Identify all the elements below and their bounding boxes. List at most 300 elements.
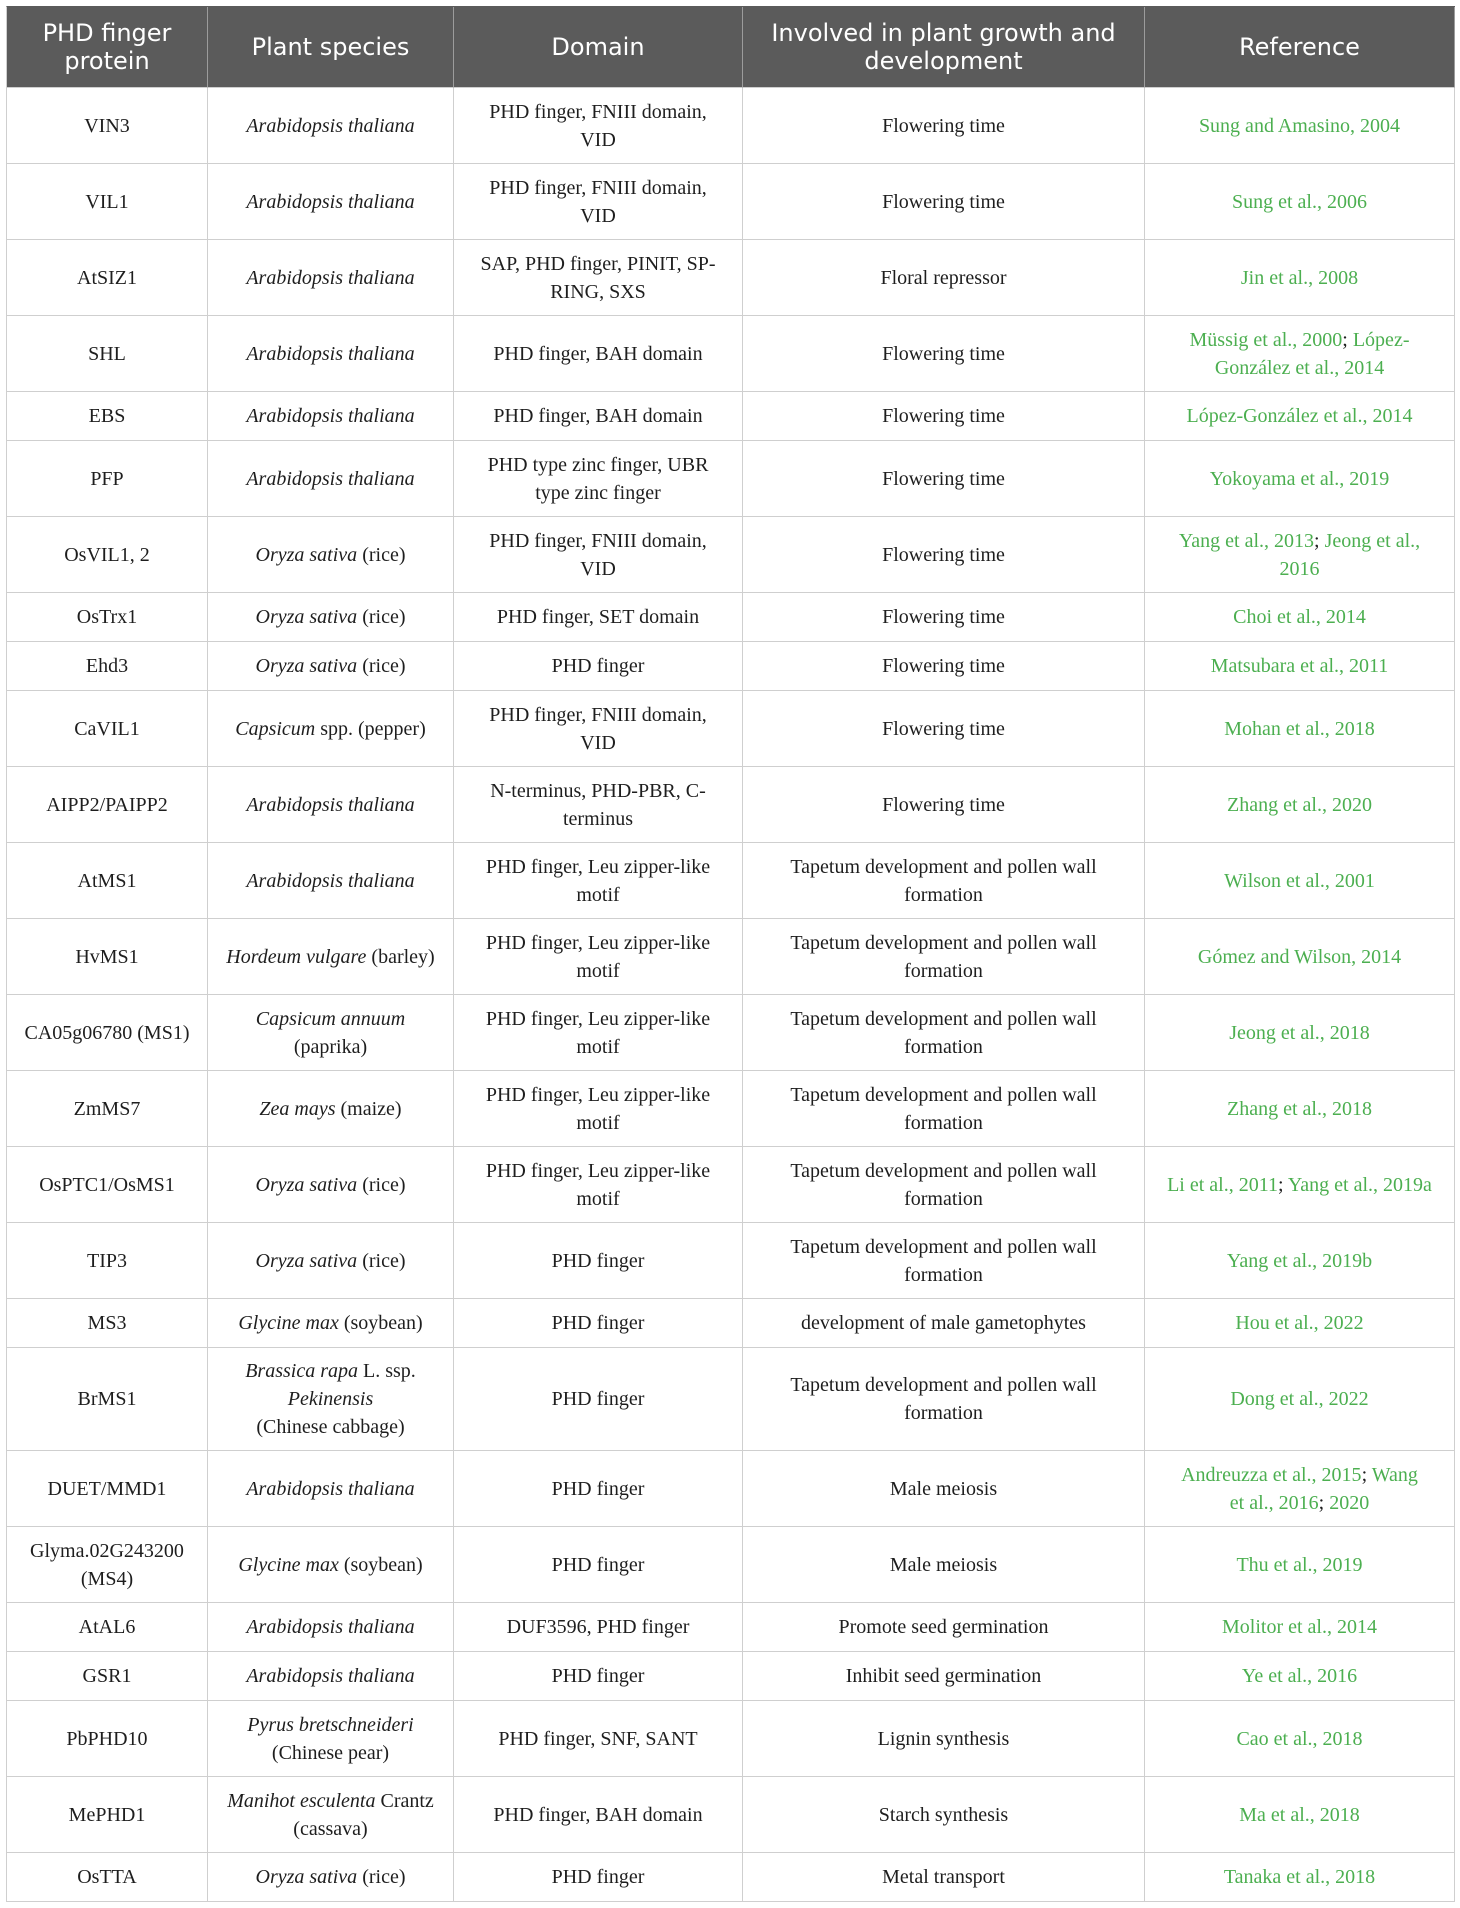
cell-reference bbox=[1145, 1603, 1455, 1652]
function-text: Flowering time bbox=[882, 342, 1005, 365]
reference-link[interactable]: Mohan et al., 2018 bbox=[1224, 717, 1375, 740]
protein-name: EBS bbox=[88, 405, 126, 427]
table-row bbox=[7, 642, 1455, 691]
domain-text: PHD finger, FNIII domain, VID bbox=[489, 703, 707, 754]
species-text bbox=[218, 1005, 443, 1061]
reference-link[interactable]: Sung and Amasino, 2004 bbox=[1198, 114, 1401, 137]
function-text: Metal transport bbox=[882, 1866, 1005, 1888]
species-common-name: (soybean) bbox=[338, 1312, 423, 1334]
species-scientific-name: Arabidopsis thaliana bbox=[246, 793, 415, 816]
cell-role bbox=[743, 316, 1145, 392]
cell-protein bbox=[7, 767, 208, 843]
cell-reference bbox=[1145, 691, 1455, 767]
cell-domain bbox=[454, 995, 743, 1071]
species-text bbox=[218, 1095, 443, 1123]
reference-separator: ; bbox=[1361, 1463, 1372, 1486]
cell-protein bbox=[7, 1451, 208, 1527]
cell-role bbox=[743, 1451, 1145, 1527]
reference-link[interactable]: 2020 bbox=[1329, 1491, 1370, 1514]
cell-domain bbox=[454, 642, 743, 691]
protein-name: MePHD1 bbox=[68, 1803, 146, 1826]
reference-text bbox=[1155, 465, 1444, 493]
cell-protein bbox=[7, 88, 208, 164]
species-scientific-name: Arabidopsis thaliana bbox=[246, 266, 415, 289]
cell-domain bbox=[454, 691, 743, 767]
species-scientific-name: Arabidopsis thaliana bbox=[246, 869, 415, 892]
reference-link[interactable]: Thu et al., 2019 bbox=[1236, 1553, 1363, 1576]
function-text: Tapetum development and pollen wall formation bbox=[790, 855, 1097, 906]
column-header-role bbox=[743, 7, 1145, 88]
reference-link[interactable]: Gómez and Wilson, 2014 bbox=[1197, 945, 1402, 968]
cell-domain bbox=[454, 1223, 743, 1299]
species-text bbox=[218, 1863, 443, 1891]
reference-text bbox=[1155, 867, 1444, 895]
table-row bbox=[7, 1451, 1455, 1527]
domain-text: PHD finger, BAH domain bbox=[493, 342, 703, 365]
table-row bbox=[7, 517, 1455, 593]
cell-species bbox=[208, 392, 454, 441]
species-text bbox=[218, 1787, 443, 1843]
cell-role bbox=[743, 1603, 1145, 1652]
function-text: Tapetum development and pollen wall formation bbox=[790, 1083, 1097, 1134]
cell-domain bbox=[454, 1701, 743, 1777]
cell-species bbox=[208, 88, 454, 164]
domain-text: PHD finger, Leu zipper-like motif bbox=[485, 1007, 711, 1058]
species-common-name: (soybean) bbox=[338, 1553, 423, 1576]
species-scientific-name: Capsicum annuum bbox=[255, 1007, 406, 1030]
species-text bbox=[218, 1551, 443, 1579]
cell-role bbox=[743, 1652, 1145, 1701]
reference-link[interactable]: Hou et al., 2022 bbox=[1235, 1312, 1364, 1334]
protein-name: DUET/MMD1 bbox=[47, 1477, 167, 1500]
species-scientific-name: Arabidopsis thaliana bbox=[246, 342, 415, 365]
reference-link[interactable]: López- González et al., 2014 bbox=[1214, 328, 1410, 379]
domain-text: PHD finger, Leu zipper-like motif bbox=[485, 1083, 711, 1134]
reference-text bbox=[1155, 791, 1444, 819]
cell-domain bbox=[454, 767, 743, 843]
species-text bbox=[218, 541, 443, 569]
cell-species bbox=[208, 517, 454, 593]
reference-text bbox=[1155, 715, 1444, 743]
domain-text: PHD finger, FNIII domain, VID bbox=[489, 176, 707, 227]
species-common-name: (rice) bbox=[357, 1249, 406, 1272]
cell-reference bbox=[1145, 517, 1455, 593]
table-row bbox=[7, 995, 1455, 1071]
table-row bbox=[7, 1853, 1455, 1902]
protein-name: VIN3 bbox=[84, 114, 130, 137]
table-header-row bbox=[7, 7, 1455, 88]
cell-protein bbox=[7, 1652, 208, 1701]
reference-link[interactable]: Jin et al., 2008 bbox=[1240, 266, 1359, 289]
protein-name: CaVIL1 bbox=[74, 717, 140, 740]
reference-separator: ; bbox=[1314, 529, 1325, 552]
cell-reference bbox=[1145, 164, 1455, 240]
cell-species bbox=[208, 1147, 454, 1223]
domain-text: PHD finger, Leu zipper-like motif bbox=[485, 1159, 711, 1210]
species-common-name: (Chinese cabbage) bbox=[256, 1416, 405, 1438]
species-common-name: (paprika) bbox=[293, 1035, 368, 1058]
species-text bbox=[218, 465, 443, 493]
cell-species bbox=[208, 691, 454, 767]
protein-name: Glyma.02G243200 (MS4) bbox=[30, 1539, 184, 1590]
cell-protein bbox=[7, 642, 208, 691]
cell-species bbox=[208, 1223, 454, 1299]
reference-link[interactable]: Matsubara et al., 2011 bbox=[1210, 655, 1389, 677]
reference-text bbox=[1155, 1662, 1444, 1690]
function-text: Flowering time bbox=[882, 655, 1005, 677]
reference-text bbox=[1155, 943, 1444, 971]
table-row bbox=[7, 164, 1455, 240]
protein-name: AIPP2/PAIPP2 bbox=[46, 793, 168, 816]
species-scientific-name: Arabidopsis thaliana bbox=[246, 190, 415, 213]
table-row bbox=[7, 240, 1455, 316]
cell-protein bbox=[7, 441, 208, 517]
species-scientific-name: Arabidopsis thaliana bbox=[246, 405, 415, 427]
reference-text bbox=[1155, 1171, 1444, 1199]
cell-species bbox=[208, 1071, 454, 1147]
cell-species bbox=[208, 1701, 454, 1777]
species-text bbox=[218, 1171, 443, 1199]
cell-species bbox=[208, 593, 454, 642]
cell-species bbox=[208, 1603, 454, 1652]
domain-text: N-terminus, PHD-PBR, C- terminus bbox=[490, 779, 706, 830]
table-row bbox=[7, 1527, 1455, 1603]
function-text: Male meiosis bbox=[889, 1477, 998, 1500]
function-text: Starch synthesis bbox=[878, 1803, 1009, 1826]
protein-name: AtAL6 bbox=[78, 1616, 136, 1638]
domain-text: PHD finger bbox=[551, 1477, 645, 1500]
table-row bbox=[7, 392, 1455, 441]
reference-link[interactable]: Ma et al., 2018 bbox=[1239, 1803, 1360, 1826]
cell-reference bbox=[1145, 919, 1455, 995]
reference-link[interactable]: Jeong et al., 2018 bbox=[1229, 1021, 1370, 1044]
cell-reference bbox=[1145, 1451, 1455, 1527]
function-text: development of male gametophytes bbox=[801, 1312, 1086, 1334]
column-header-domain bbox=[454, 7, 743, 88]
cell-species bbox=[208, 767, 454, 843]
function-text: Flowering time bbox=[882, 114, 1005, 137]
protein-name: PFP bbox=[90, 467, 124, 490]
species-scientific-name: Oryza sativa bbox=[255, 606, 358, 628]
cell-reference bbox=[1145, 1652, 1455, 1701]
domain-text: PHD finger, SNF, SANT bbox=[498, 1727, 698, 1750]
function-text: Tapetum development and pollen wall formation bbox=[790, 931, 1097, 982]
cell-role bbox=[743, 593, 1145, 642]
cell-domain bbox=[454, 1348, 743, 1451]
species-text bbox=[218, 1662, 443, 1690]
cell-species bbox=[208, 642, 454, 691]
function-text: Lignin synthesis bbox=[877, 1727, 1010, 1750]
cell-domain bbox=[454, 1652, 743, 1701]
function-text: Floral repressor bbox=[880, 266, 1007, 289]
reference-link[interactable]: Tanaka et al., 2018 bbox=[1223, 1866, 1376, 1888]
protein-name: OsPTC1/OsMS1 bbox=[39, 1173, 175, 1196]
function-text: Tapetum development and pollen wall formation bbox=[790, 1159, 1097, 1210]
table-row bbox=[7, 1223, 1455, 1299]
species-scientific-name: Oryza sativa bbox=[255, 1866, 358, 1888]
reference-link[interactable]: Yokoyama et al., 2019 bbox=[1209, 467, 1390, 490]
cell-domain bbox=[454, 164, 743, 240]
reference-link[interactable]: Wang et al., 2016 bbox=[1229, 1463, 1418, 1514]
reference-link[interactable]: Andreuzza et al., 2015 bbox=[1181, 1463, 1362, 1486]
protein-name: AtMS1 bbox=[77, 869, 137, 892]
species-scientific-name: Glycine max bbox=[238, 1312, 339, 1334]
species-common-name: (rice) bbox=[357, 606, 406, 628]
cell-protein bbox=[7, 1603, 208, 1652]
cell-role bbox=[743, 767, 1145, 843]
cell-protein bbox=[7, 517, 208, 593]
reference-text bbox=[1155, 652, 1444, 680]
cell-protein bbox=[7, 1853, 208, 1902]
species-common-name: L. ssp. bbox=[363, 1360, 416, 1382]
cell-reference bbox=[1145, 1348, 1455, 1451]
cell-reference bbox=[1145, 441, 1455, 517]
table-row bbox=[7, 1777, 1455, 1853]
protein-name: CA05g06780 (MS1) bbox=[24, 1021, 190, 1044]
cell-protein bbox=[7, 1527, 208, 1603]
reference-text bbox=[1155, 603, 1444, 631]
cell-domain bbox=[454, 1853, 743, 1902]
reference-link[interactable]: Dong et al., 2022 bbox=[1230, 1388, 1369, 1410]
cell-domain bbox=[454, 1603, 743, 1652]
reference-text bbox=[1155, 1385, 1444, 1413]
table-row bbox=[7, 1299, 1455, 1348]
cell-role bbox=[743, 1299, 1145, 1348]
reference-link[interactable]: Zhang et al., 2020 bbox=[1227, 793, 1372, 816]
cell-species bbox=[208, 995, 454, 1071]
domain-text: PHD finger, Leu zipper-like motif bbox=[485, 855, 711, 906]
species-text bbox=[218, 1475, 443, 1503]
cell-domain bbox=[454, 919, 743, 995]
function-text: Promote seed germination bbox=[838, 1616, 1049, 1638]
column-header-label: Involved in plant growth and development bbox=[771, 19, 1116, 75]
reference-link[interactable]: Wilson et al., 2001 bbox=[1224, 869, 1375, 892]
domain-text: PHD finger, BAH domain bbox=[493, 405, 703, 427]
function-text: Male meiosis bbox=[889, 1553, 998, 1576]
cell-protein bbox=[7, 316, 208, 392]
cell-protein bbox=[7, 1348, 208, 1451]
species-scientific-name: Arabidopsis thaliana bbox=[246, 1665, 415, 1687]
function-text: Flowering time bbox=[882, 190, 1005, 213]
cell-reference bbox=[1145, 1147, 1455, 1223]
cell-reference bbox=[1145, 843, 1455, 919]
species-text bbox=[218, 715, 443, 743]
reference-text bbox=[1155, 527, 1444, 583]
cell-domain bbox=[454, 1527, 743, 1603]
reference-link[interactable]: Yang et al., 2013 bbox=[1178, 529, 1315, 552]
reference-text bbox=[1155, 1613, 1444, 1641]
species-scientific-name: Arabidopsis thaliana bbox=[246, 114, 415, 137]
species-text bbox=[218, 264, 443, 292]
protein-name: HvMS1 bbox=[75, 945, 139, 968]
domain-text: PHD finger, FNIII domain, VID bbox=[489, 529, 707, 580]
cell-protein bbox=[7, 240, 208, 316]
reference-text bbox=[1155, 402, 1444, 430]
cell-species bbox=[208, 164, 454, 240]
species-scientific-name: Capsicum bbox=[235, 717, 316, 740]
cell-domain bbox=[454, 1147, 743, 1223]
species-common-name: (Chinese pear) bbox=[271, 1741, 390, 1764]
reference-link[interactable]: Sung et al., 2006 bbox=[1232, 190, 1367, 213]
cell-domain bbox=[454, 441, 743, 517]
reference-text bbox=[1155, 1725, 1444, 1753]
species-scientific-name: Oryza sativa bbox=[255, 655, 358, 677]
cell-role bbox=[743, 240, 1145, 316]
cell-reference bbox=[1145, 642, 1455, 691]
cell-species bbox=[208, 441, 454, 517]
species-text bbox=[218, 943, 443, 971]
species-text bbox=[218, 652, 443, 680]
cell-role bbox=[743, 1701, 1145, 1777]
reference-link[interactable]: Cao et al., 2018 bbox=[1236, 1727, 1363, 1750]
cell-species bbox=[208, 919, 454, 995]
species-text bbox=[218, 791, 443, 819]
column-header-species bbox=[208, 7, 454, 88]
cell-domain bbox=[454, 517, 743, 593]
reference-text bbox=[1155, 1551, 1444, 1579]
cell-reference bbox=[1145, 1071, 1455, 1147]
column-header-reference bbox=[1145, 7, 1455, 88]
cell-protein bbox=[7, 392, 208, 441]
cell-reference bbox=[1145, 1299, 1455, 1348]
function-text: Flowering time bbox=[882, 543, 1005, 566]
function-text: Flowering time bbox=[882, 717, 1005, 740]
cell-role bbox=[743, 843, 1145, 919]
table-row bbox=[7, 88, 1455, 164]
reference-link[interactable]: Molitor et al., 2014 bbox=[1222, 1616, 1377, 1638]
domain-text: PHD finger bbox=[551, 655, 645, 677]
protein-name: ZmMS7 bbox=[73, 1097, 141, 1120]
reference-link[interactable]: Yang et al., 2019a bbox=[1287, 1173, 1432, 1196]
protein-name: TIP3 bbox=[87, 1249, 127, 1272]
cell-protein bbox=[7, 1701, 208, 1777]
cell-protein bbox=[7, 1223, 208, 1299]
species-scientific-name: Oryza sativa bbox=[255, 1173, 358, 1196]
cell-role bbox=[743, 1777, 1145, 1853]
species-text bbox=[218, 867, 443, 895]
species-scientific-name: Brassica rapa bbox=[245, 1360, 358, 1382]
reference-link[interactable]: López-González et al., 2014 bbox=[1186, 405, 1413, 427]
species-scientific-name: Arabidopsis thaliana bbox=[246, 1616, 415, 1638]
domain-text: PHD finger bbox=[551, 1665, 645, 1687]
cell-role bbox=[743, 392, 1145, 441]
cell-species bbox=[208, 1652, 454, 1701]
reference-link[interactable]: Müssig et al., 2000 bbox=[1189, 328, 1343, 351]
reference-link[interactable]: Zhang et al., 2018 bbox=[1227, 1097, 1372, 1120]
protein-name: OsTrx1 bbox=[76, 606, 138, 628]
cell-reference bbox=[1145, 1853, 1455, 1902]
table-row bbox=[7, 691, 1455, 767]
cell-role bbox=[743, 1348, 1145, 1451]
species-scientific-name: Glycine max bbox=[238, 1553, 339, 1576]
reference-text bbox=[1155, 1019, 1444, 1047]
domain-text: SAP, PHD finger, PINIT, SP- RING, SXS bbox=[480, 252, 716, 303]
cell-species bbox=[208, 1853, 454, 1902]
reference-separator: ; bbox=[1318, 1491, 1330, 1514]
reference-text bbox=[1155, 1309, 1444, 1337]
domain-text: PHD finger, SET domain bbox=[496, 606, 700, 628]
species-scientific-name: Arabidopsis thaliana bbox=[246, 1477, 415, 1500]
reference-text bbox=[1155, 1247, 1444, 1275]
cell-domain bbox=[454, 1777, 743, 1853]
cell-role bbox=[743, 1223, 1145, 1299]
cell-role bbox=[743, 691, 1145, 767]
protein-name: OsTTA bbox=[77, 1866, 137, 1888]
species-common-name: spp. (pepper) bbox=[315, 717, 426, 740]
domain-text: PHD finger, Leu zipper-like motif bbox=[485, 931, 711, 982]
reference-link[interactable]: Li et al., 2011 bbox=[1167, 1173, 1278, 1196]
column-header-label: PHD finger protein bbox=[42, 19, 172, 75]
table-row bbox=[7, 919, 1455, 995]
reference-text bbox=[1155, 1461, 1444, 1517]
reference-text bbox=[1155, 1095, 1444, 1123]
cell-species bbox=[208, 240, 454, 316]
cell-reference bbox=[1145, 240, 1455, 316]
species-common-name: Crantz (cassava) bbox=[293, 1789, 434, 1840]
species-common-name: (rice) bbox=[357, 1866, 406, 1888]
species-scientific-name: Hordeum vulgare bbox=[226, 945, 367, 968]
cell-reference bbox=[1145, 88, 1455, 164]
cell-role bbox=[743, 517, 1145, 593]
reference-text bbox=[1155, 326, 1444, 382]
reference-separator: ; bbox=[1278, 1173, 1288, 1196]
cell-protein bbox=[7, 1777, 208, 1853]
species-scientific-name: Arabidopsis thaliana bbox=[246, 467, 415, 490]
protein-name: MS3 bbox=[87, 1312, 127, 1334]
cell-domain bbox=[454, 392, 743, 441]
reference-link[interactable]: Yang et al., 2019b bbox=[1226, 1249, 1373, 1272]
cell-domain bbox=[454, 843, 743, 919]
reference-link[interactable]: Choi et al., 2014 bbox=[1233, 606, 1366, 628]
cell-domain bbox=[454, 240, 743, 316]
species-text bbox=[218, 188, 443, 216]
cell-protein bbox=[7, 843, 208, 919]
table-row bbox=[7, 1701, 1455, 1777]
table-row bbox=[7, 843, 1455, 919]
function-text: Inhibit seed germination bbox=[845, 1665, 1042, 1687]
cell-role bbox=[743, 1527, 1145, 1603]
column-header-label: Domain bbox=[551, 33, 645, 61]
cell-protein bbox=[7, 1299, 208, 1348]
cell-species bbox=[208, 1777, 454, 1853]
cell-role bbox=[743, 88, 1145, 164]
cell-reference bbox=[1145, 1223, 1455, 1299]
species-scientific-name: Zea mays bbox=[259, 1097, 336, 1120]
cell-reference bbox=[1145, 1527, 1455, 1603]
cell-protein bbox=[7, 593, 208, 642]
cell-species bbox=[208, 1527, 454, 1603]
cell-reference bbox=[1145, 392, 1455, 441]
species-text bbox=[218, 402, 443, 430]
cell-reference bbox=[1145, 1777, 1455, 1853]
cell-role bbox=[743, 919, 1145, 995]
reference-link[interactable]: Jeong et al., 2016 bbox=[1279, 529, 1421, 580]
protein-name: VIL1 bbox=[85, 190, 129, 213]
domain-text: PHD type zinc finger, UBR type zinc finger bbox=[487, 453, 709, 504]
table-row bbox=[7, 767, 1455, 843]
protein-name: AtSIZ1 bbox=[77, 266, 137, 289]
reference-link[interactable]: Ye et al., 2016 bbox=[1241, 1665, 1358, 1687]
protein-name: PbPHD10 bbox=[66, 1727, 148, 1750]
species-scientific-name: Pekinensis bbox=[287, 1388, 374, 1410]
function-text: Tapetum development and pollen wall formation bbox=[790, 1007, 1097, 1058]
table-body bbox=[7, 88, 1455, 1902]
cell-role bbox=[743, 1853, 1145, 1902]
function-text: Flowering time bbox=[882, 793, 1005, 816]
cell-role bbox=[743, 164, 1145, 240]
cell-role bbox=[743, 995, 1145, 1071]
domain-text: DUF3596, PHD finger bbox=[506, 1616, 690, 1638]
